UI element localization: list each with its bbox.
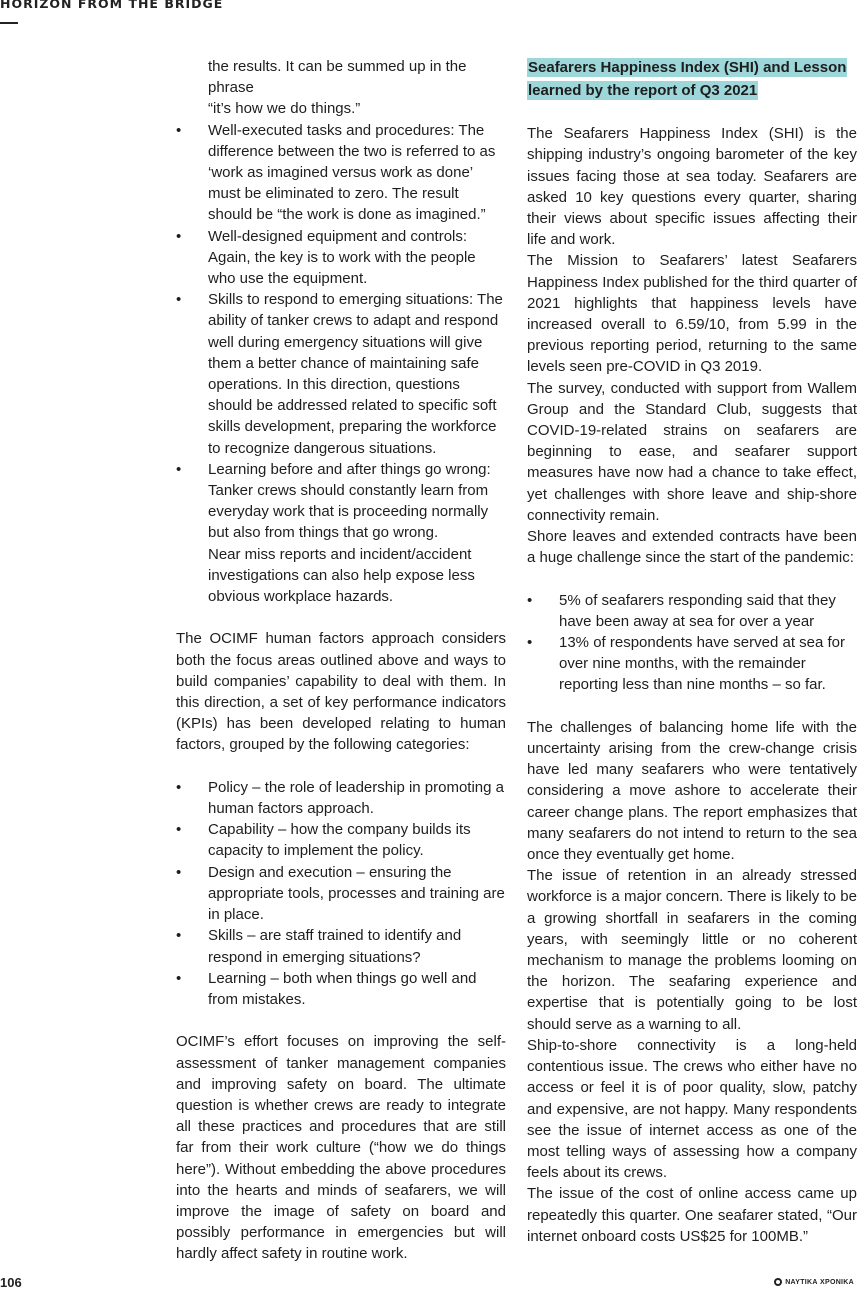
paragraph: The issue of retention in an already stressed workforce is a major concern. There is likely to be a growing shortfall in seafarers in the coming years, with seemingly little or no coherent mechanism to manage the problems looming on the horizon. The seafaring experience and expertise that is potentially going to be lost should serve as a warning to all. — [527, 867, 857, 1033]
list-item: • 13% of respondents have served at sea for over nine months, with the remainder reporting less than nine months – so far. — [527, 632, 857, 696]
list-item-continuation: Near miss reports and incident/accident investigations can also help expose less obvious workplace hazards. — [208, 545, 475, 606]
section-heading-block — [527, 56, 857, 102]
paragraph: The Seafarers Happiness Index (SHI) is the shipping industry’s ongoing barometer of the key issues facing those at sea today. Seafarers are asked 10 key questions every quarter, sharing their views about specific issues affecting their life and work. — [527, 125, 857, 249]
list-item: • Skills – are staff trained to identify and respond in emerging situations? — [176, 925, 506, 967]
paragraph: The issue of the cost of online access came up repeatedly this quarter. One seafarer stated, “Our internet onboard costs US$25 for 100MB.” — [527, 1185, 857, 1245]
list-item: • Learning before and after things go wrong: Tanker crews should constantly learn from everyday work that is proceeding normally but also from things that go wrong. — [176, 459, 506, 544]
list-item: • 5% of seafarers responding said that they have been away at sea for over a year — [527, 590, 857, 632]
paragraph: OCIMF’s effort focuses on improving the self-assessment of tanker management companies and improving safety on board. The ultimate question is whether crews are ready to integrate all these practices and procedures that are still far from their work culture (“how we do things here”). Without embedding the above procedures into the hearts and minds of seafarers, we will improve the image of safety on board and possibly performance in emergencies but will hardly affect safety in routine work. — [176, 1033, 506, 1263]
list-item: • Capability – how the company builds its capacity to implement the policy. — [176, 819, 506, 861]
header-rule — [0, 22, 18, 24]
list-item: • Skills to respond to emerging situations: The ability of tanker crews to adapt and respond well during emergency situations will give them a better chance of maintaining safe operations. In this direction, questions should be addressed related to specific soft skills development, preparing the workforce to recognize dangerous situations. — [176, 289, 506, 459]
page-number: 106 — [0, 1275, 22, 1290]
paragraph: Shore leaves and extended contracts have been a huge challenge since the start of the pandemic: — [527, 528, 857, 567]
intro-line: the results. It can be summed up in the phrase — [208, 58, 467, 97]
list-item: • Well-executed tasks and procedures: The difference between the two is referred to as ‘work as imagined versus work as done’ must be eliminated to zero. The result should be “the work is done as imagined.” — [176, 120, 506, 226]
kpi-categories-list — [176, 777, 506, 1010]
intro-line: “it’s how we do things.” — [208, 100, 361, 118]
paragraph: The survey, conducted with support from Wallem Group and the Standard Club, suggests that COVID-19-related strains on seafarers are beginning to ease, and seafarer support measures have now had a chance to take effect, yet challenges with shore leave and ship-shore connectivity remain. — [527, 379, 857, 524]
paragraph: Ship-to-shore connectivity is a long-held contentious issue. The crews who either have no access or feel it is of poor quality, slow, patchy and expensive, are not happy. Many respondents see the issue of internet access as one of the most telling ways of assessing how a company feels about its crews. — [527, 1036, 857, 1182]
publication-footer — [774, 1278, 854, 1286]
list-item: • Learning – both when things go well and from mistakes. — [176, 968, 506, 1010]
left-column — [176, 56, 506, 1265]
paragraph: The OCIMF human factors approach considers both the focus areas outlined above and ways to build companies’ capability to deal with them. In this direction, a set of key performance indicators (KPIs) has been developed relating to human factors, grouped by the following categories: — [176, 630, 506, 754]
list-item: • Policy – the role of leadership in promoting a human factors approach. — [176, 777, 506, 819]
list-item: • Design and execution – ensuring the appropriate tools, processes and training are in place. — [176, 862, 506, 926]
focus-areas-list — [176, 120, 506, 608]
section-heading: Seafarers Happiness Index (SHI) and Lesson learned by the report of Q3 2021 — [528, 59, 847, 99]
statistics-list — [527, 590, 857, 696]
list-item: • Well-designed equipment and controls: Again, the key is to work with the people who use the equipment. — [176, 226, 506, 290]
intro-continuation — [176, 56, 506, 120]
running-header — [0, 0, 223, 24]
publication-name: ΝΑΥΤΙΚΑ ΧΡΟΝΙΚΑ — [785, 1278, 854, 1286]
section-title: HORIZON FROM THE BRIDGE — [0, 0, 224, 11]
paragraph: The challenges of balancing home life with the uncertainty arising from the crew-change crisis have led many seafarers who were tentatively considering a move ashore to accelerate their career change plans. The report emphasizes that many seafarers do not intend to return to the sea once they eventually get home. — [527, 718, 857, 864]
publication-logo-icon — [774, 1278, 782, 1286]
right-column — [527, 56, 857, 1247]
paragraph: The Mission to Seafarers’ latest Seafarers Happiness Index published for the third quarter of 2021 highlights that happiness levels have increased overall to 6.59/10, from 5.99 in the previous reporting period, returning to the same levels seen pre-COVID in Q3 2019. — [527, 252, 857, 376]
